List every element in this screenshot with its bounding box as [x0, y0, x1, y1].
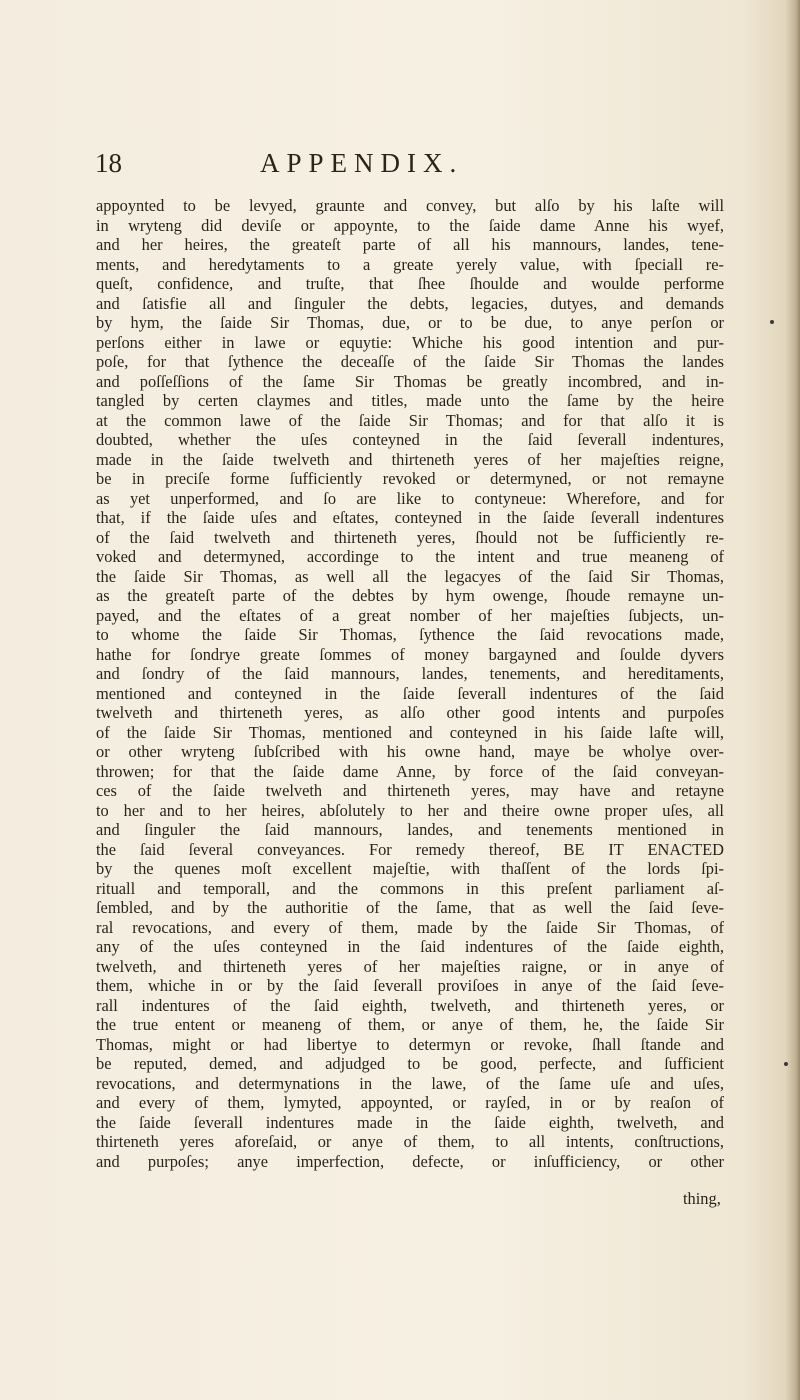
text-line: be reputed, demed, and adjudged to be good, perfecte, and ſufficient	[96, 1054, 724, 1073]
text-line: as yet unperformed, and ſo are like to contyneue: Wherefore, and for	[96, 488, 724, 508]
text-line: the true entent or meaneng of them, or anye of them, he, the ſaide Sir	[96, 1015, 724, 1034]
text-line: and ſondry of the ſaid mannours, landes, tenements, and hereditaments,	[96, 664, 724, 683]
text-line: by hym, the ſaide Sir Thomas, due, or to be due, to anye perſon or	[96, 313, 724, 332]
text-line: doubted, whether the uſes conteyned in the ſaid ſeverall indentures,	[96, 430, 724, 449]
text-line: rall indentures of the ſaid eighth, twelveth, and thirteneth yeres, or	[96, 995, 724, 1015]
text-line: tangled by certen claymes and titles, made unto the ſame by the heire	[96, 391, 724, 410]
text-line: ments, and heredytaments to a greate yerely value, with ſpeciall re-	[96, 254, 724, 274]
text-line: Thomas, might or had libertye to determyn or revoke, ſhall ſtande and	[96, 1034, 724, 1054]
text-line: and purpoſes; anye imperfection, defecte, or inſufficiency, or other	[96, 1151, 724, 1171]
text-line: the ſaide ſeverall indentures made in the ſaide eighth, twelveth, and	[96, 1112, 724, 1132]
text-line: in wryteng did deviſe or appoynte, to the ſaide dame Anne his wyef,	[96, 215, 724, 235]
text-line: at the common lawe of the ſaide Sir Thomas; and for that alſo it is	[96, 410, 724, 430]
text-line: of the ſaid twelveth and thirteneth yeres, ſhould not be ſufficiently re-	[96, 527, 724, 547]
text-line: by the quenes moſt excellent majeſtie, with thaſſent of the lords ſpi-	[96, 859, 724, 878]
text-line: to whome the ſaide Sir Thomas, ſythence the ſaid revocations made,	[96, 625, 724, 644]
page-header	[95, 148, 725, 188]
body-text	[96, 196, 724, 1171]
text-line: throwen; for that the ſaide dame Anne, by force of the ſaid conveyan-	[96, 761, 724, 781]
text-line: ſembled, and by the authoritie of the ſame, that as well the ſaid ſeve-	[96, 898, 724, 917]
text-line: to her and to her heires, abſolutely to her and theire owne proper uſes, all	[96, 800, 724, 820]
text-line: and her heires, the greateſt parte of all his mannours, landes, tene-	[96, 235, 724, 254]
text-line: and ſatisfie all and ſinguler the debts, legacies, dutyes, and demands	[96, 293, 724, 313]
text-line: ral revocations, and every of them, made by the ſaide Sir Thomas, of	[96, 917, 724, 937]
text-line: queſt, confidence, and truſte, that ſhee ſhoulde and woulde performe	[96, 274, 724, 293]
text-line: that, if the ſaide uſes and eſtates, conteyned in the ſaide ſeverall indentures	[96, 508, 724, 527]
text-line: the ſaide Sir Thomas, as well all the legacyes of the ſaid Sir Thomas,	[96, 566, 724, 586]
text-line: any of the uſes conteyned in the ſaid indentures of the ſaide eighth,	[96, 937, 724, 956]
text-line: poſe, for that ſythence the deceaſſe of the ſaide Sir Thomas the landes	[96, 352, 724, 371]
text-line: and ſinguler the ſaid mannours, landes, and tenements mentioned in	[96, 820, 724, 839]
text-line: ces of the ſaide twelveth and thirteneth yeres, may have and retayne	[96, 781, 724, 800]
ink-speck	[770, 320, 774, 324]
text-line: be in preciſe forme ſufficiently revoked or determyned, or not remayne	[96, 469, 724, 488]
text-line: thirteneth yeres aforeſaid, or anye of them, to all intents, conſtructions,	[96, 1132, 724, 1151]
page-number: 18	[95, 148, 122, 178]
text-line: twelveth, and thirteneth yeres of her majeſties raigne, or in anye of	[96, 956, 724, 976]
text-line: appoynted to be levyed, graunte and convey, but alſo by his laſte will	[96, 196, 724, 215]
text-line: made in the ſaide twelveth and thirteneth yeres of her majeſties reigne,	[96, 449, 724, 469]
page-edge-shadow	[786, 0, 800, 1400]
text-line: the ſaid ſeveral conveyances. For remedy thereof, BE IT ENACTED	[96, 839, 724, 859]
text-line: and every of them, lymyted, appoynted, or rayſed, in or by reaſon of	[96, 1093, 724, 1112]
text-line: them, whiche in or by the ſaid ſeverall proviſoes in anye of the ſaid ſeve-	[96, 976, 724, 995]
text-line: payed, and the eſtates of a great nomber of her majeſties ſubjects, un-	[96, 605, 724, 625]
text-line: of the ſaide Sir Thomas, mentioned and conteyned in his ſaide laſte will,	[96, 722, 724, 742]
text-line: revocations, and determynations in the lawe, of the ſame uſe and uſes,	[96, 1073, 724, 1093]
text-line: hathe for ſondrye greate ſommes of money bargayned and ſoulde dyvers	[96, 644, 724, 664]
catchword: thing,	[683, 1189, 721, 1208]
text-line: rituall and temporall, and the commons in this preſent parliament aſ-	[96, 878, 724, 898]
text-line: and poſſeſſions of the ſame Sir Thomas be greatly incombred, and in-	[96, 371, 724, 391]
text-line: mentioned and conteyned in the ſaide ſeverall indentures of the ſaid	[96, 683, 724, 703]
text-line: twelveth and thirteneth yeres, as alſo other good intents and purpoſes	[96, 703, 724, 722]
text-line: voked and determyned, accordinge to the intent and true meaneng of	[96, 547, 724, 566]
text-line: or other wryteng ſubſcribed with his owne hand, maye be wholye over-	[96, 742, 724, 761]
text-line: as the greateſt parte of the debtes by hym owenge, ſhoude remayne un-	[96, 586, 724, 605]
text-line: perſons either in lawe or equytie: Whiche his good intention and pur-	[96, 332, 724, 352]
running-head: APPENDIX.	[260, 148, 464, 178]
